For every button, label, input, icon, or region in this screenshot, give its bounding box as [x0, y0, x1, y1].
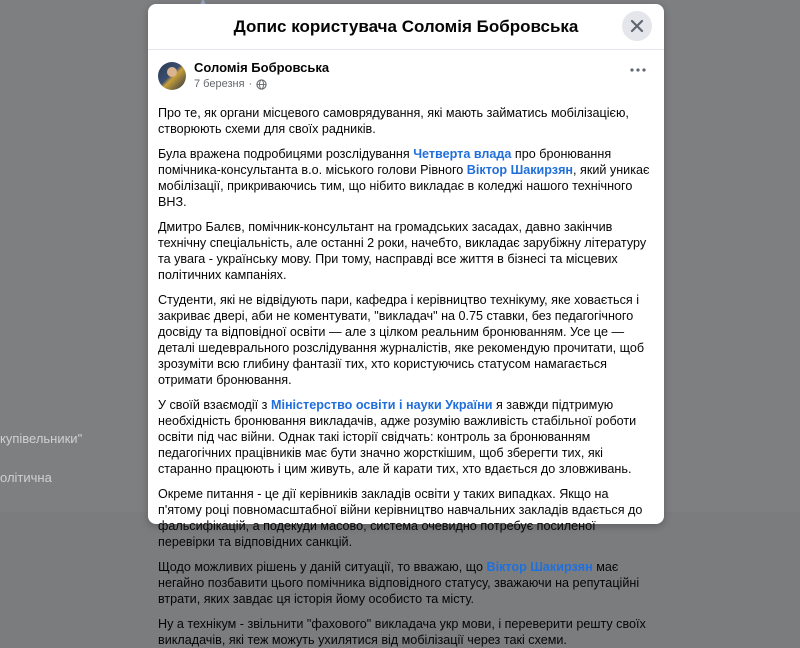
globe-icon: [256, 79, 267, 90]
post-paragraph: [158, 397, 654, 477]
meta-separator: ·: [248, 78, 253, 90]
background-snippet-2: олітична: [0, 470, 52, 485]
post-text: про бронювання помічника-консультанта в.о. міського голови Рівного: [158, 147, 612, 177]
mention-link[interactable]: Четверта влада: [413, 147, 512, 161]
post-paragraph: [158, 559, 654, 607]
post-meta: [194, 77, 329, 91]
post-paragraph: [158, 616, 654, 648]
post-paragraph: [158, 105, 654, 137]
post-paragraph: [158, 219, 654, 283]
post-text: Ну а технікум - звільнити "фахового" викладача укр мови, і переверити решту своїх викладачів, які теж можуть ухилятися від мобілізації через такі схеми.: [158, 617, 646, 647]
author-block: [194, 60, 329, 91]
mention-link[interactable]: Міністерство освіти і науки України: [270, 398, 493, 412]
post-text: Була вражена подробицями розслідування: [158, 147, 414, 161]
post-text: має негайно позбавити цього помічника відповідного статусу, зважаючи на репутаційні втрати, яких завдає ця історія йому особисто та місту.: [158, 560, 640, 606]
more-horizontal-icon: [630, 68, 646, 72]
post-paragraph: [158, 146, 654, 210]
close-icon: [630, 19, 644, 33]
post-paragraph: [158, 486, 654, 550]
avatar[interactable]: [158, 62, 186, 90]
post-modal: [148, 4, 664, 647]
post-text: , який уникає мобілізації, прикриваючись тим, що нібито викладає в коледжі нашого технічного ВНЗ.: [158, 163, 650, 209]
modal-title: Допис користувача Соломія Бобровська: [233, 16, 579, 36]
post-body: [148, 91, 664, 648]
post-text: я завжди підтримую необхідність бронювання викладачів, адже розумію важливість стабільної роботи освіти під час війни. Однак такі історії свідчать: контроль за бронюванням педагогічних працівників має бути значно жорсткішим, щоб зберегти тих, які старанно працюють і цим живуть, але й карати тих, хто вдається до зловживань.: [158, 398, 637, 476]
mention-link[interactable]: Віктор Шакирзян: [486, 560, 593, 574]
post-text: Окреме питання - це дії керівників закладів освіти у таких випадках. Якщо на п'ятому році повномасштабної війни керівництво навчальних закладів вдається до фальсифікацій, а подекуди масово, система очевидно потребує посиленої перевірки та відповідних санкцій.: [158, 487, 643, 549]
post-date[interactable]: 7 березня: [194, 78, 245, 90]
post-text: Студенти, які не відвідують пари, кафедра і керівництво технікуму, яке ховається і закриває двері, аби не коментувати, "викладач" на 0.75 ставки, без педагогічного досвіду та відповідної освіти — але з цілком реальним бронюванням. Усе це — деталі шедеврального розслідування журналістів, яке рекомендую прочитати, щоб зрозуміти всю глибину фантазії тих, хто користуючись статусом намагається отримати бронювання.: [158, 293, 645, 387]
mention-link[interactable]: Віктор Шакирзян: [466, 163, 574, 177]
post-text: У своїй взаємодії з: [158, 398, 271, 412]
post-header: [148, 50, 664, 91]
background-snippet-1: купівельники": [0, 431, 83, 446]
post-text: Дмитро Балєв, помічник-консультант на громадських засадах, давно закінчив технічну спеціальність, але останні 2 роки, начебто, викладає зарубіжну літературу та увага - українську мову. При тому, насправді все життя в бізнесі та місцевих політичних кампаніях.: [158, 220, 647, 282]
more-options-button[interactable]: [626, 60, 650, 80]
post-paragraph: [158, 292, 654, 388]
modal-header: [148, 4, 664, 50]
post-text: Про те, як органи місцевого самоврядування, які мають займатись мобілізацією, створюють схеми для своїх радників.: [158, 106, 629, 136]
post-text: Щодо можливих рішень у даній ситуації, то вважаю, що: [158, 560, 487, 574]
author-name[interactable]: Соломія Бобровська: [194, 60, 330, 75]
close-button[interactable]: [622, 11, 652, 41]
